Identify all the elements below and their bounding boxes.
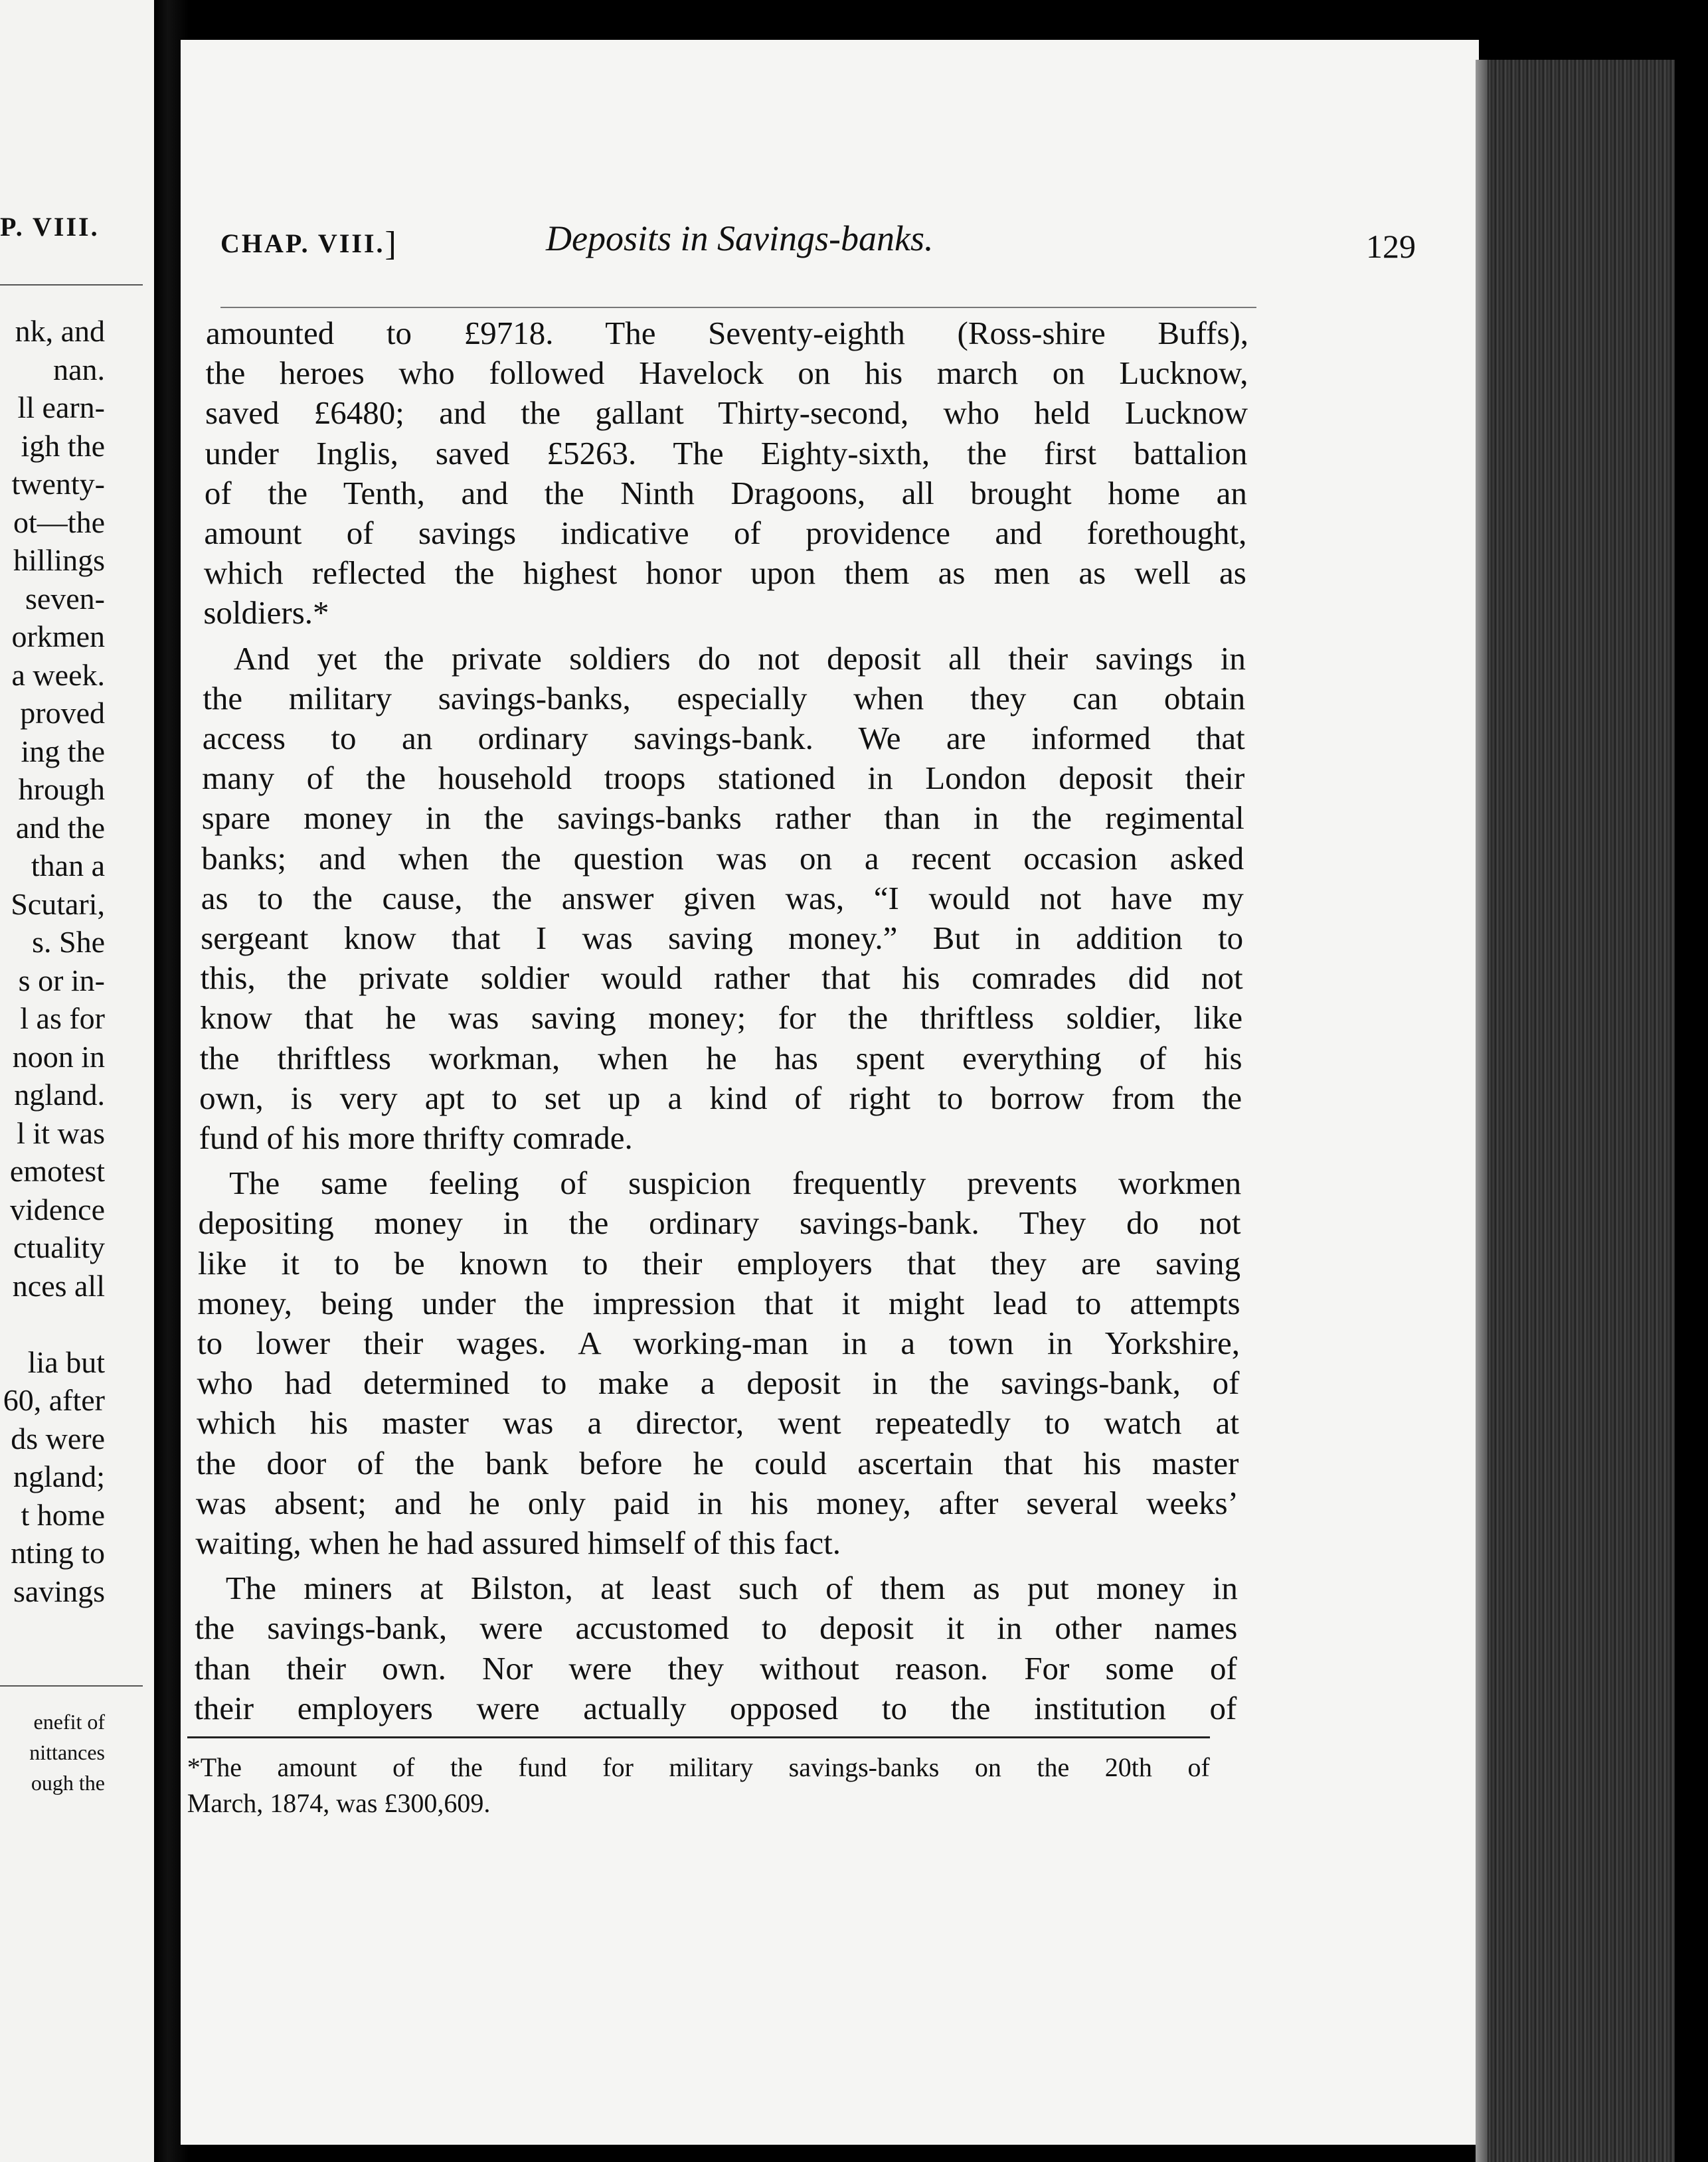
footnote-rule (187, 1736, 1210, 1738)
previous-page-line: proved (20, 696, 105, 730)
previous-page-line: igh the (21, 428, 105, 463)
body-line: saved £6480; and the gallant Thirty-second, who held Lucknow (205, 394, 1248, 432)
previous-page-line: 60, after (3, 1383, 105, 1417)
body-line: know that he was saving money; for the thriftless soldier, like (200, 999, 1243, 1037)
body-line: access to an ordinary savings-bank. We are informed that (202, 720, 1245, 756)
footnote-line: March, 1874, was £300,609. (187, 1788, 491, 1818)
previous-page-line: ctuality (13, 1230, 105, 1264)
body-line: The same feeling of suspicion frequently prevents workmen (229, 1165, 1242, 1202)
body-line: fund of his more thrifty comrade. (199, 1120, 633, 1156)
previous-page-line: lia but (27, 1345, 105, 1379)
body-line: like it to be known to their employers that they are saving (198, 1244, 1241, 1282)
previous-page-footnote-rule (0, 1685, 143, 1687)
body-line: spare money in the savings-banks rather than in the regimental (201, 799, 1244, 837)
previous-page-footnote-line: nittances (29, 1740, 105, 1764)
body-line: the door of the bank before he could ascertain that his master (196, 1444, 1239, 1481)
body-line: this, the private soldier would rather that his comrades did not (200, 959, 1243, 997)
body-line: their employers were actually opposed to the institution of (194, 1689, 1237, 1726)
body-line: amounted to £9718. The Seventy-eighth (Ross-shire Buffs), (206, 315, 1248, 351)
body-line: waiting, when he had assured himself of this fact. (195, 1525, 841, 1561)
body-line: the heroes who followed Havelock on his march on Lucknow, (205, 355, 1248, 392)
previous-page-line: a week. (11, 657, 105, 692)
previous-page-line: ds were (11, 1421, 105, 1455)
previous-page-line: hillings (13, 543, 105, 577)
body-line: who had determined to make a deposit in the savings-bank, of (197, 1365, 1240, 1402)
body-line: the military savings-banks, especially when they can obtain (203, 679, 1246, 716)
previous-page-line: t home (21, 1497, 105, 1532)
previous-page-line: l it was (17, 1116, 105, 1150)
previous-page-footnote-line: ough the (31, 1771, 105, 1795)
previous-page-footnote (29, 1706, 105, 1798)
body-line: than their own. Nor were they without reason. For some of (194, 1649, 1237, 1687)
previous-page-fragment (0, 0, 158, 2162)
body-line: as to the cause, the answer given was, “I would not have my (201, 879, 1244, 916)
body-line: under Inglis, saved £5263. The Eighty-sixth, the first battalion (205, 434, 1248, 471)
previous-page-line: nan. (53, 352, 105, 386)
body-line: which reflected the highest honor upon them as men as well as (203, 554, 1246, 592)
previous-page-line: ot—the (13, 505, 105, 539)
body-line: the savings-bank, were accustomed to deposit it in other names (195, 1610, 1238, 1647)
previous-page-footnote-line: enefit of (33, 1710, 105, 1734)
previous-page-line: ngland. (14, 1078, 105, 1112)
previous-page-line: vidence (9, 1192, 105, 1226)
chapter-bracket: ] (384, 225, 398, 263)
previous-page-line: seven- (25, 581, 105, 616)
previous-page-line: orkmen (11, 620, 105, 653)
body-line: to lower their wages. A working-man in a town in Yorkshire, (197, 1325, 1240, 1361)
previous-page-line: s. She (32, 925, 105, 959)
body-line: was absent; and he only paid in his money, after several weeks’ (195, 1484, 1238, 1521)
previous-page-line: nces all (12, 1268, 105, 1303)
body-line: depositing money in the ordinary savings-bank. They do not (198, 1205, 1241, 1242)
book-fore-edge (1476, 60, 1675, 2162)
body-text (181, 40, 1479, 2145)
footnote-line: *The amount of the fund for military savings-banks on the 20th of (187, 1752, 1210, 1782)
body-line: And yet the private soldiers do not deposit all their savings in (233, 639, 1246, 677)
body-line: amount of savings indicative of providence and forethought, (204, 515, 1247, 551)
previous-page-line: twenty- (11, 467, 105, 501)
previous-page-line: ngland; (13, 1459, 105, 1493)
running-title: Deposits in Savings-banks. (546, 218, 934, 258)
previous-page-line: ing the (21, 734, 105, 768)
body-line: many of the household troops stationed in London deposit their (202, 760, 1245, 797)
previous-page-text (0, 312, 105, 1610)
previous-page-line: s or in- (18, 963, 105, 997)
body-line: which his master was a director, went repeatedly to watch at (196, 1404, 1239, 1442)
body-line: soldiers.* (203, 594, 329, 631)
body-line: money, being under the impression that it might lead to attempts (197, 1284, 1240, 1321)
previous-page-line: and the (15, 810, 105, 845)
previous-page-line: emotest (9, 1154, 105, 1188)
previous-page-line: ll earn- (17, 390, 105, 424)
previous-page-header: P. VIII. (0, 212, 100, 242)
previous-page-line: l as for (20, 1001, 105, 1035)
previous-page-line: Scutari, (11, 886, 105, 921)
body-line: The miners at Bilston, at least such of them as put money in (225, 1570, 1238, 1607)
body-line: sergeant know that I was saving money.” But in addition to (201, 920, 1244, 956)
previous-page-line: noon in (12, 1039, 105, 1074)
body-line: banks; and when the question was on a recent occasion asked (201, 839, 1244, 876)
previous-page-line: hrough (18, 772, 105, 806)
previous-page-header-rule (0, 284, 143, 286)
body-line: own, is very apt to set up a kind of right to borrow from the (199, 1079, 1242, 1116)
main-page (181, 40, 1479, 2145)
page-number: 129 (1366, 228, 1416, 265)
previous-page-line: savings (13, 1574, 105, 1608)
previous-page-line: nting to (11, 1536, 105, 1570)
previous-page-paragraph-gap (0, 1305, 105, 1343)
previous-page-line: than a (31, 849, 105, 882)
body-line: the thriftless workman, when he has spent everything of his (199, 1039, 1242, 1076)
footnote (187, 1750, 1210, 1821)
body-line: of the Tenth, and the Ninth Dragoons, all brought home an (204, 474, 1247, 511)
chapter-text: CHAP. VIII. (220, 228, 385, 258)
book-fore-edge-highlight (1476, 60, 1488, 2162)
previous-page-line: nk, and (15, 314, 105, 348)
